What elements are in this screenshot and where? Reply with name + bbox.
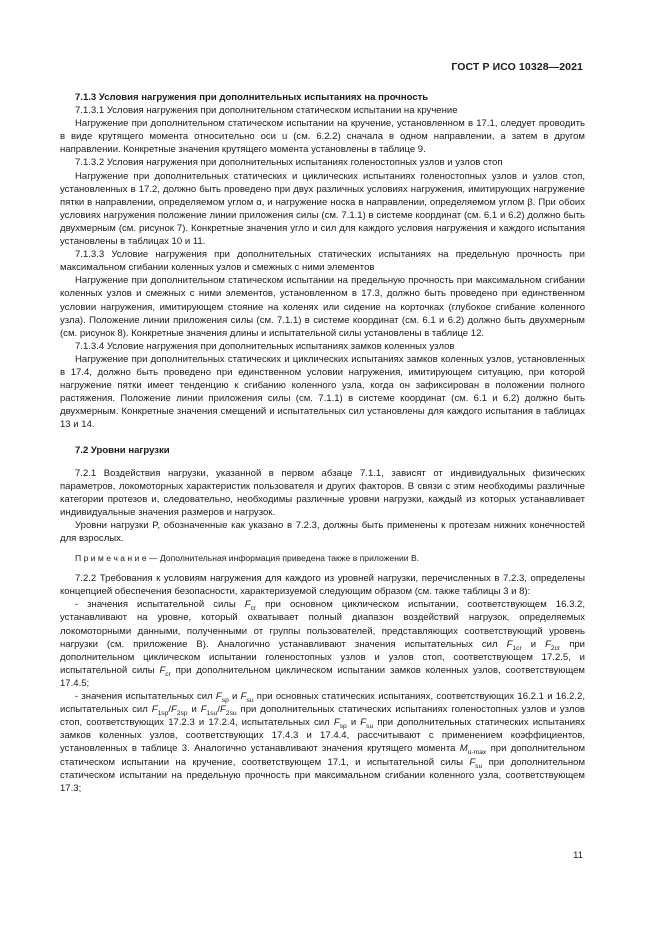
heading-7-1-3: 7.1.3 Условия нагружения при дополнительных испытаниях на прочность <box>75 92 429 103</box>
page-number: 11 <box>573 850 583 861</box>
subheading-7-1-3-2: 7.1.3.2 Условия нагружения при дополнительных испытаниях голеностопных узлов и узлов стоп <box>75 157 503 169</box>
paragraph-7-2-2: 7.2.2 Требования к условиям нагружения для каждого из уровней нагрузки, перечисленных в 7.2.3, определены концепцией обеспечения безопасности, характеризуемой следующим образом (см. также таблицы 3 и 8): <box>60 573 585 598</box>
bullet-static: - значения испытательных сил $F_{sp}$ и $F_{su}$ при основных статических испытаниях, соответствующих 16.2.1 и 16.2.2, испытательных сил $F_{1sp}/F_{2sp}$ и $F_{1su}/F_{2su}$ при дополнительных статических испытаниях голеностопных узлов и узлов стоп, соответствующих 17.2.3 и 17.2.4, испытательных сил $F_{sp}$ и $F_{su}$ при дополнительных статических испытаниях замков коленных узлов, соответствующих 17.4.3 и 17.4.4, рассчитывают с применением коэффициентов, установленных в таблице 3. Аналогично устанавливают значения крутящего момента $M_{u-max}$ при дополнительном статическом испытании на кручение, соответствующем 17.1, и испытательной силы $F_{su}$ при дополнительном статическом испытании на предельную прочность при максимальном сгибании коленного узла, соответствующем 17.3; <box>60 691 586 794</box>
bullet-cyclic: - значения испытательной силы $F_{cr}$ при основном циклическом испытании, соответствующем 16.3.2, устанавливают на уровне, который охватывает полный диапазон воздействий нагрузок, определяемых локомоторными данными, полученными от группы пользователей, представляющих соответствующий уровень нагрузки (см. приложение B). Аналогично устанавливают значения испытательных сил $F_{1cr}$ и $F_{2cr}$ при дополнительном циклическом испытании голеностопных узлов и узлов стоп, соответствующем 17.2.5, и испытательной силы $F_{cr}$ при дополнительном циклическом испытании замков коленных узлов, соответствующем 17.4.5; <box>60 599 586 689</box>
heading-7-2: 7.2 Уровни нагрузки <box>75 445 170 457</box>
paragraph-7-1-3-2: Нагружение при дополнительных статических и циклических испытаниях голеностопных узлов и узлов стоп, установленных в 17.2, должно быть проведено при двух различных условиях нагружения, имитирующих нагружение пятки в направлении, определяемом углом α, и нагружение носка в направлении, определяемом углом β. При обоих условиях нагружения положение линии приложения силы (см. 7.1.1) в системе координат (см. 6.1 и 6.2) должно быть двухмерным (см. рисунок 7). Конкретные значения угло и сил для каждого условия нагружения и каждого испытания установлены в таблицах 10 и 11. <box>60 170 585 248</box>
doc-header: ГОСТ Р ИСО 10328—2021 <box>451 61 583 73</box>
paragraph-7-2-1-b: Уровни нагрузки P, обозначенные как указано в 7.2.3, должны быть применены к протезам нижних конечностей для взрослых. <box>60 519 585 544</box>
paragraph-7-1-3-3: Нагружение при дополнительном статическом испытании на предельную прочность при максимальном сгибании коленных узлов и смежных с ними элементов, установленном в 17.3, должно быть проведено при единственном условии нагружения, имитирующем стояние на коленях или сидение на корточках (глубокое сгибание коленного узла). Положение линии приложения силы (см. 7.1.1) в системе координат (см. 6.1 и 6.2) должно быть двухмерным (см. рисунок 8). Конкретные значения длины и испытательной силы установлены в таблице 12. <box>60 275 585 339</box>
subheading-7-1-3-3: 7.1.3.3 Условие нагружения при дополнительных статических испытаниях на предельную прочность при максимальном сгибании коленных узлов и смежных с ними элементов <box>60 249 585 274</box>
note <box>60 552 585 565</box>
paragraph-7-1-3-4: Нагружение при дополнительных статических и циклических испытаниях замков коленных узлов, установленных в 17.4, должно быть проведено при единственном условии нагружения, имитирующем ситуацию, при которой нагружение пятки имеет тенденцию к сгибанию коленного узла, когда он зафиксирован в положении полного растяжения. Положение линии приложения силы (см. 7.1.1) в системе координат (см. 6.1 и 6.2) должно быть двухмерным. Конкретные значения смещений и испытательных сил установлены для каждого испытания в таблицах 13 и 14. <box>60 353 585 431</box>
paragraph-7-2-1: 7.2.1 Воздействия нагрузки, указанной в первом абзаце 7.1.1, зависят от индивидуальных физических параметров, локомоторных характеристик пользователя и других факторов. В связи с этим необходимы различные категории протезов и, следовательно, необходимы различные уровни нагрузки, каждый из которых устанавливает индивидуальные значения размеров и нагрузок. <box>60 467 585 518</box>
subheading-7-1-3-4: 7.1.3.4 Условие нагружения при дополнительных испытаниях замков коленных узлов <box>75 340 455 352</box>
note-text: — Дополнительная информация приведена также в приложении B. <box>146 553 420 564</box>
subheading-7-1-3-1: 7.1.3.1 Условия нагружения при дополнительном статическом испытании на кручение <box>75 105 458 117</box>
doc-body <box>60 91 585 795</box>
paragraph-7-1-3-1: Нагружение при дополнительном статическом испытании на кручение, установленном в 17.1, следует проводить в виде крутящего момента относительно оси u (см. 6.2.2) сначала в одном направлении, а затем в другом направлении. Конкретные значения крутящего момента установлены в таблице 9. <box>60 118 585 156</box>
note-label: П р и м е ч а н и е <box>75 553 147 564</box>
